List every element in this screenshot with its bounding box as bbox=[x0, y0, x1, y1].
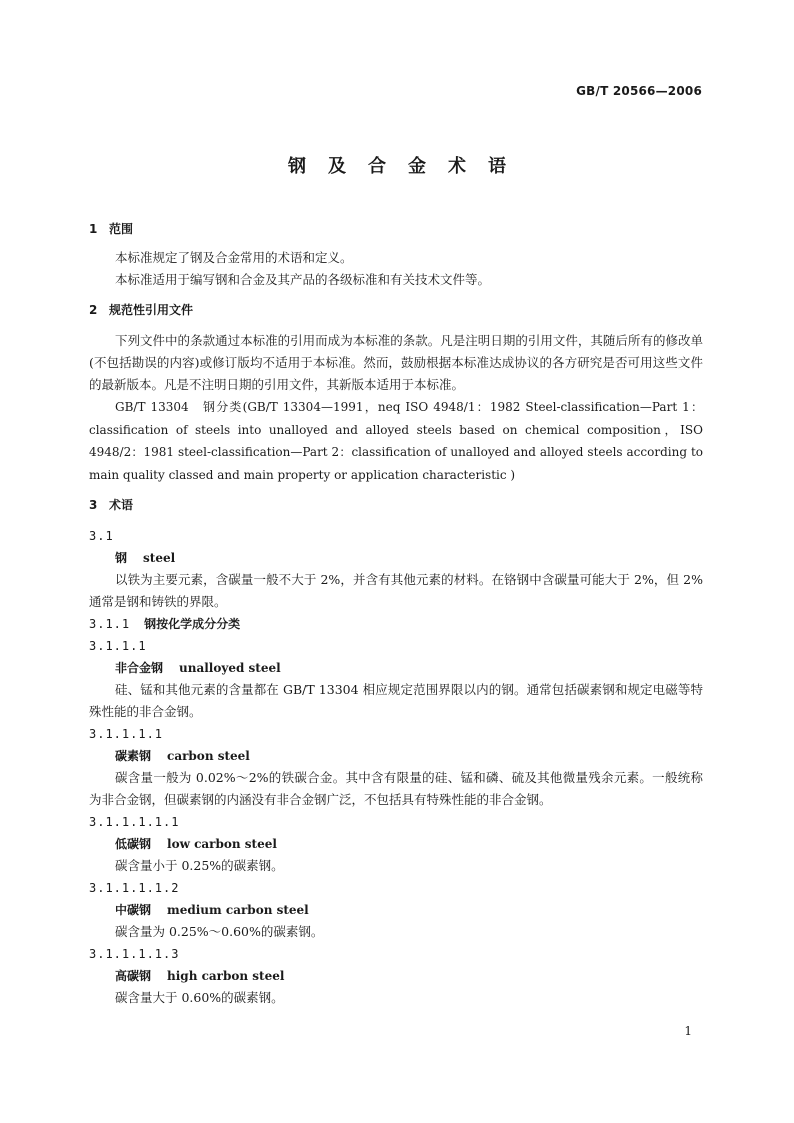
term-en: medium carbon steel bbox=[167, 903, 309, 917]
subclause-title: 钢按化学成分分类 bbox=[144, 617, 241, 631]
term-entry bbox=[115, 745, 703, 767]
normative-reference: GB/T 13304 钢分类(GB/T 13304—1991，neq ISO 4948/1：1982 Steel-classification—Part 1：classification of steels into unalloyed and alloyed steels based on chemical composition，ISO 4948/2：1981 steel-classification—Part 2：classification of unalloyed and alloyed steels according to main quality classed and main property or application characteristic ) bbox=[89, 400, 703, 482]
section-1-heading bbox=[89, 220, 703, 237]
term-zh: 高碳钢 bbox=[115, 969, 152, 983]
section-2-heading bbox=[89, 301, 703, 318]
section-title: 范围 bbox=[109, 222, 134, 236]
term-definition: 碳含量一般为 0.02%～2%的铁碳合金。其中含有限量的硅、锰和磷、硫及其他微量残余元素。一般统称为非合金钢，但碳素钢的内涵没有非合金钢广泛，不包括具有特殊性能的非合金钢。 bbox=[89, 770, 703, 807]
document-body bbox=[89, 220, 703, 1009]
paragraph: 本标准规定了钢及合金常用的术语和定义。 bbox=[115, 250, 353, 265]
section-3-heading bbox=[89, 496, 703, 513]
term-en: high carbon steel bbox=[167, 969, 285, 983]
term-zh: 钢 bbox=[115, 551, 128, 565]
term-en: carbon steel bbox=[167, 749, 250, 763]
term-number: 3.1.1.1.1.1 bbox=[89, 815, 180, 829]
subclause-heading bbox=[89, 613, 703, 635]
paragraph: 下列文件中的条款通过本标准的引用而成为本标准的条款。凡是注明日期的引用文件，其随后所有的修改单(不包括勘误的内容)或修订版均不适用于本标准。然而，鼓励根据本标准达成协议的各方研究是否可用这些文件的最新版本。凡是不注明日期的引用文件，其新版本适用于本标准。 bbox=[89, 333, 703, 392]
term-definition: 碳含量为 0.25%～0.60%的碳素钢。 bbox=[115, 924, 324, 939]
section-number: 3 bbox=[89, 498, 98, 512]
page-number: 1 bbox=[684, 1024, 692, 1038]
term-number: 3.1.1.1.1 bbox=[89, 727, 164, 741]
standard-number: GB/T 20566—2006 bbox=[576, 84, 702, 98]
term-zh: 低碳钢 bbox=[115, 837, 152, 851]
term-number: 3.1.1.1.1.2 bbox=[89, 881, 180, 895]
term-number: 3.1.1.1.1.3 bbox=[89, 947, 180, 961]
term-entry bbox=[115, 965, 703, 987]
term-zh: 非合金钢 bbox=[115, 661, 164, 675]
term-definition: 碳含量小于 0.25%的碳素钢。 bbox=[115, 858, 284, 873]
term-en: unalloyed steel bbox=[179, 661, 281, 675]
term-definition: 以铁为主要元素，含碳量一般不大于 2%，并含有其他元素的材料。在铬钢中含碳量可能大于 2%，但 2%通常是钢和铸铁的界限。 bbox=[89, 572, 703, 609]
section-title: 术语 bbox=[109, 498, 134, 512]
term-entry bbox=[115, 547, 703, 569]
term-entry bbox=[115, 833, 703, 855]
paragraph: 本标准适用于编写钢和合金及其产品的各级标准和有关技术文件等。 bbox=[115, 272, 491, 287]
term-entry bbox=[115, 899, 703, 921]
term-number: 3.1.1.1 bbox=[89, 639, 147, 653]
section-title: 规范性引用文件 bbox=[109, 303, 194, 317]
term-definition: 碳含量大于 0.60%的碳素钢。 bbox=[115, 990, 284, 1005]
term-zh: 中碳钢 bbox=[115, 903, 152, 917]
term-number: 3.1 bbox=[89, 529, 114, 543]
section-number: 1 bbox=[89, 222, 98, 236]
term-en: steel bbox=[143, 551, 176, 565]
term-definition: 硅、锰和其他元素的含量都在 GB/T 13304 相应规定范围界限以内的钢。通常包括碳素钢和规定电磁等特殊性能的非合金钢。 bbox=[89, 682, 703, 719]
subclause-number: 3.1.1 bbox=[89, 617, 131, 631]
document-title: 钢及合金术语 bbox=[288, 156, 528, 177]
section-number: 2 bbox=[89, 303, 98, 317]
term-en: low carbon steel bbox=[167, 837, 277, 851]
term-entry bbox=[115, 657, 703, 679]
term-zh: 碳素钢 bbox=[115, 749, 152, 763]
